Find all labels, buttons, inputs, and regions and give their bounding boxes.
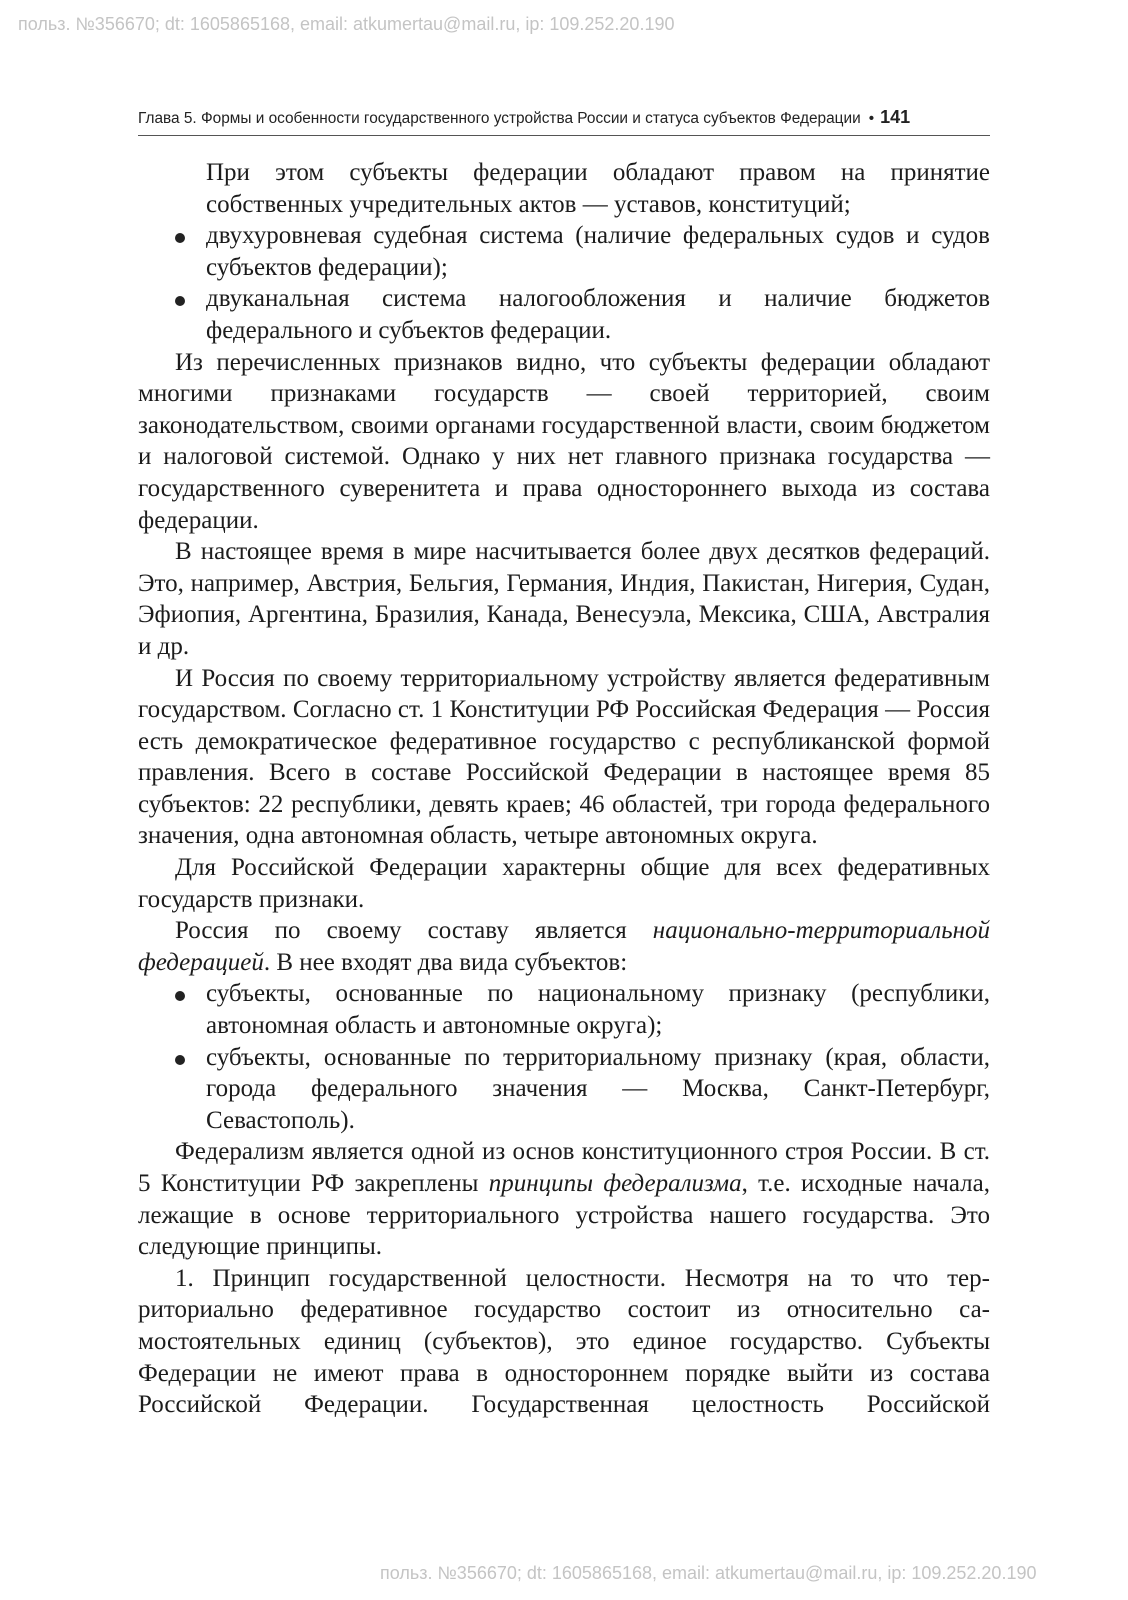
paragraph: 1. Принцип государственной целостности. Несмотря на то что территориально федеративное государство состоит из относительно самостоятельных единиц (субъектов), это единое государство. Субъекты Федерации не имеют права в одностороннем порядке выйти из состава Российской Федерации. Государственная целостность Российской xyxy=(138,1264,990,1419)
page-number: 141 xyxy=(880,107,911,127)
watermark-bottom: польз. №356670; dt: 1605865168, email: atkumertau@mail.ru, ip: 109.252.20.190 xyxy=(380,1563,1037,1583)
page-body xyxy=(138,157,990,1421)
paragraph: Для Российской Федерации характерны общие для всех федеративных государств признаки. xyxy=(138,854,990,913)
list-item: субъекты, основанные по национальному признаку (республики, автономная область и автономные округа); xyxy=(138,978,990,1041)
emphasis-term: принципы федерализма xyxy=(488,1170,742,1197)
list-item: субъекты, основанные по территориальному признаку (края, области, города федерального значения — Москва, Санкт-Петербург, Севастополь). xyxy=(138,1042,990,1137)
header-separator: • xyxy=(868,110,875,127)
list-item: двуканальная система налогообложения и наличие бюджетов федерального и субъектов федерации. xyxy=(138,283,990,346)
watermark-top: польз. №356670; dt: 1605865168, email: atkumertau@mail.ru, ip: 109.252.20.190 xyxy=(18,14,675,34)
paragraph: При этом субъекты федерации обладают правом на принятие собственных учредительных актов — уставов, конституций; xyxy=(206,159,990,218)
list-item: двухуровневая судебная система (наличие федеральных судов и судов субъектов федерации); xyxy=(138,220,990,283)
running-title: Глава 5. Формы и особенности государственного устройства России и статуса субъектов Федерации xyxy=(138,110,861,127)
paragraph: И Россия по своему территориальному устройству является федеративным государством. Согласно ст. 1 Конституции РФ Российская Федерация — Россия есть демократическое федеративное государство с республиканской формой правления. Всего в составе Российской Федерации в настоящее время 85 субъектов: 22 республики, девять краев; 46 областей, три города федерального значения, одна автономная область, четыре автономных округа. xyxy=(138,664,990,850)
bullet-list xyxy=(138,220,990,346)
paragraph: Из перечисленных признаков видно, что субъекты федерации обладают многими признаками государств — своей территорией, своим законодательством, своими органами государственной власти, своим бюджетом и налоговой системой. Однако у них нет главного признака государства — государственного суверенитета и права одностороннего выхода из состава федерации. xyxy=(138,348,990,534)
running-header xyxy=(138,107,990,136)
bullet-list xyxy=(138,978,990,1136)
paragraph-text: . В нее входят два вида субъектов: xyxy=(263,948,628,976)
paragraph: В настоящее время в мире насчитывается более двух десятков федераций. Это, например, Австрия, Бельгия, Германия, Индия, Пакистан, Нигерия, Судан, Эфиопия, Аргентина, Бразилия, Канада, Венесуэла, Мексика, США, Австралия и др. xyxy=(138,538,990,660)
paragraph xyxy=(138,1136,990,1262)
paragraph-text: , т.е. исходные начала, лежащие в основе территориального устройства нашего государства. Это следующие принципы. xyxy=(138,1170,990,1261)
paragraph-text: Федерализм является одной из основ конституционного строя России. В ст. 5 Конституции РФ закреплены xyxy=(138,1138,990,1197)
emphasis-term: национально-территориальной федерацией xyxy=(138,917,990,976)
paragraph-text: Россия по своему составу является xyxy=(175,917,653,945)
paragraph xyxy=(138,915,990,978)
